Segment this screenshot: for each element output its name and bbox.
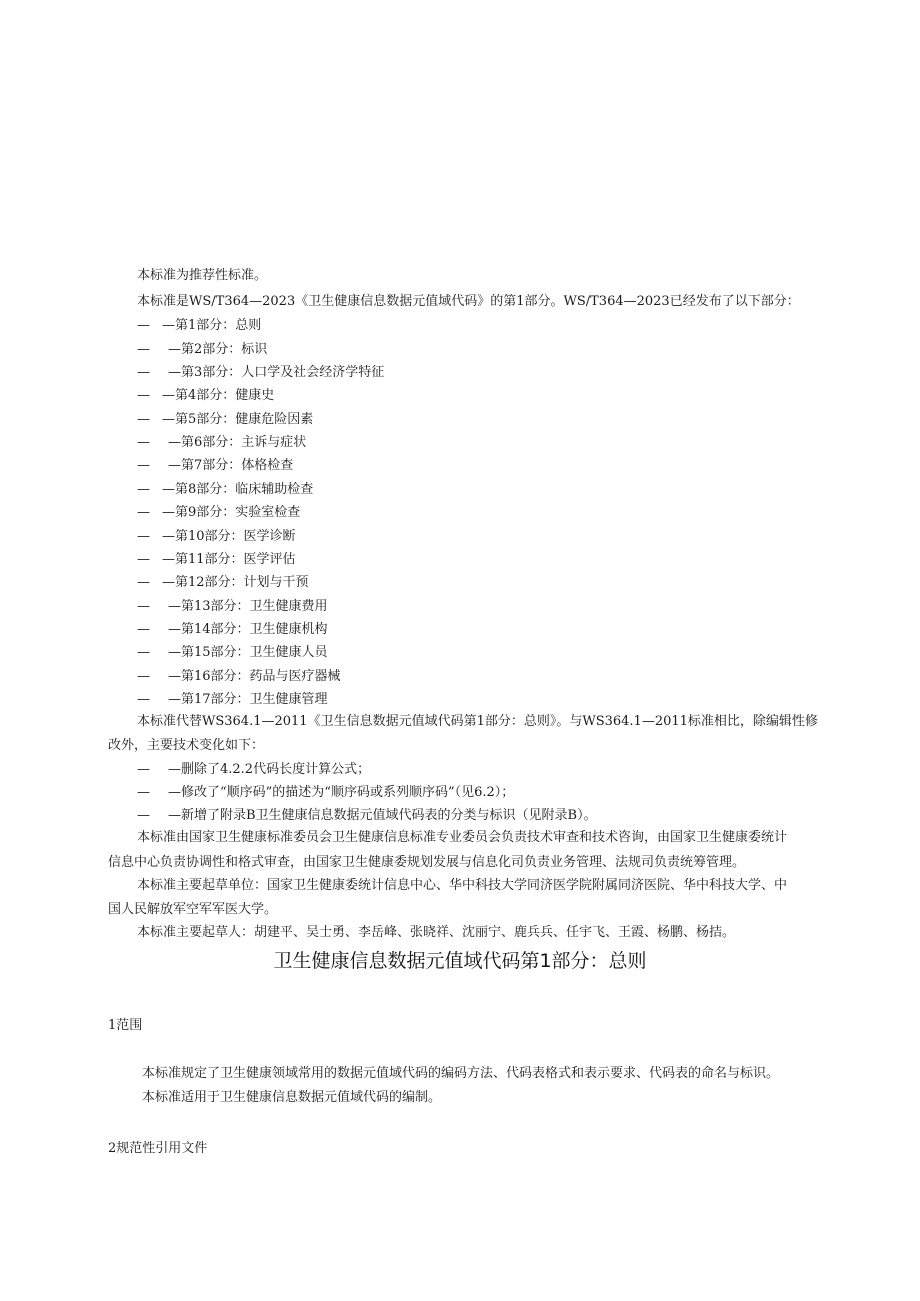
dash-mark: — xyxy=(137,785,150,800)
parts-list-item-label: —第7部分：体格检查 xyxy=(168,458,294,473)
parts-list-item-label: —第15部分：卫生健康人员 xyxy=(168,645,328,660)
dash-mark: — xyxy=(137,412,150,427)
dash-mark: — xyxy=(137,808,150,823)
dash-mark: — xyxy=(137,388,150,403)
dash-mark: — xyxy=(137,692,150,707)
dash-mark: — xyxy=(137,529,150,544)
section1-heading: 1范围 xyxy=(108,1018,143,1033)
dash-mark: — xyxy=(137,318,150,333)
parts-list-item-label: —第8部分：临床辅助检查 xyxy=(162,482,314,497)
section1-para1: 本标准规定了卫生健康领域常用的数据元值域代码的编码方法、代码表格式和表示要求、代码表的命名与标识。 xyxy=(142,1066,780,1081)
foreword-committee-line2: 信息中心负责协调性和格式审查，由国家卫生健康委规划发展与信息化司负责业务管理、法规司负责统筹管理。 xyxy=(108,855,746,870)
foreword-units-line1: 本标准主要起草单位：国家卫生健康委统计信息中心、华中科技大学同济医学院附属同济医院、华中科技大学、中 xyxy=(137,878,788,893)
parts-list-item-label: —第13部分：卫生健康费用 xyxy=(168,599,328,614)
parts-list-item-label: —第9部分：实验室检查 xyxy=(162,505,301,520)
parts-list-item-label: —第11部分：医学评估 xyxy=(162,552,296,567)
document-title: 卫生健康信息数据元值域代码第1部分：总则 xyxy=(273,950,647,972)
parts-list-item-label: —第10部分：医学诊断 xyxy=(162,529,296,544)
foreword-part-of: 本标准是WS/T364—2023《卫生健康信息数据元值域代码》的第1部分。WS/T364—2023已经发布了以下部分： xyxy=(137,294,800,309)
parts-list-item-label: —第5部分：健康危险因素 xyxy=(162,412,314,427)
change-item-label: —修改了“顺序码”的描述为“顺序码或系列顺序码”（见6.2）； xyxy=(168,785,515,800)
foreword-units-line2: 国人民解放军空军军医大学。 xyxy=(108,902,278,917)
section1-para2: 本标准适用于卫生健康信息数据元值域代码的编制。 xyxy=(142,1090,442,1105)
parts-list-item-label: —第14部分：卫生健康机构 xyxy=(168,622,328,637)
dash-mark: — xyxy=(137,342,150,357)
parts-list-item-label: —第1部分：总则 xyxy=(162,318,262,333)
parts-list-item-label: —第6部分：主诉与症状 xyxy=(168,435,307,450)
parts-list-item-label: —第2部分：标识 xyxy=(168,342,268,357)
parts-list-item-label: —第16部分：药品与医疗器械 xyxy=(168,669,341,684)
dash-mark: — xyxy=(137,505,150,520)
parts-list-item-label: —第12部分：计划与干预 xyxy=(162,575,309,590)
parts-list-item-label: —第4部分：健康史 xyxy=(162,388,275,403)
change-item-label: —新增了附录B卫生健康信息数据元值域代码表的分类与标识（见附录B）。 xyxy=(168,808,597,823)
dash-mark: — xyxy=(137,622,150,637)
section2-heading: 2规范性引用文件 xyxy=(108,1141,208,1156)
parts-list-item-label: —第17部分：卫生健康管理 xyxy=(168,692,328,707)
foreword-committee-line1: 本标准由国家卫生健康标准委员会卫生健康信息标准专业委员会负责技术审查和技术咨询，由国家卫生健康委统计 xyxy=(137,830,788,845)
foreword-replace-line1: 本标准代替WS364.1—2011《卫生信息数据元值域代码第1部分：总则》。与WS364.1—2011标准相比，除编辑性修 xyxy=(137,714,818,729)
dash-mark: — xyxy=(137,645,150,660)
foreword-recommended: 本标准为推荐性标准。 xyxy=(137,268,268,283)
dash-mark: — xyxy=(137,365,150,380)
dash-mark: — xyxy=(137,762,150,777)
dash-mark: — xyxy=(137,552,150,567)
dash-mark: — xyxy=(137,575,150,590)
foreword-drafters: 本标准主要起草人：胡建平、吴士勇、李岳峰、张晓祥、沈丽宁、鹿兵兵、任宇飞、王霞、杨鹏、杨拮。 xyxy=(137,925,736,940)
change-item-label: —删除了4.2.2代码长度计算公式； xyxy=(168,762,371,777)
parts-list-item-label: —第3部分：人口学及社会经济学特征 xyxy=(168,365,385,380)
dash-mark: — xyxy=(137,435,150,450)
dash-mark: — xyxy=(137,599,150,614)
foreword-replace-line2: 改外，主要技术变化如下： xyxy=(108,738,265,753)
dash-mark: — xyxy=(137,458,150,473)
dash-mark: — xyxy=(137,669,150,684)
dash-mark: — xyxy=(137,482,150,497)
